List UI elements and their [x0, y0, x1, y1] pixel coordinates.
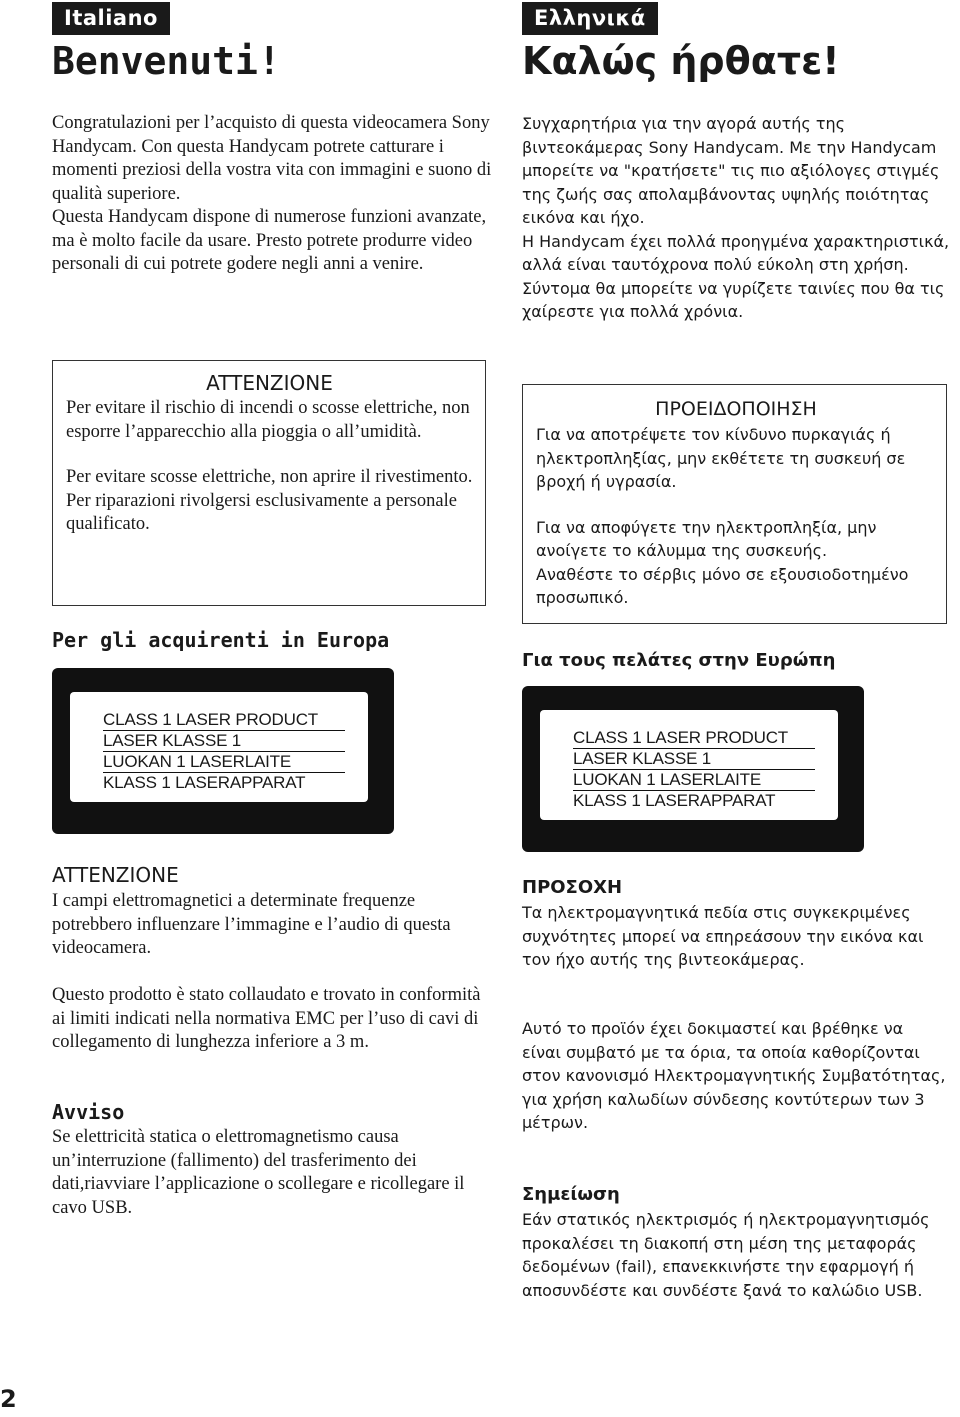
- warning-text-fire-greek: Για να αποτρέψετε τον κίνδυνο πυρκαγιάς ή ηλεκτροπληξίας, μην εκθέτετε τη συσκευή σε βροχή ή υγρασία.: [536, 425, 906, 491]
- warning-title: ATTENZIONE: [206, 371, 333, 395]
- warning-text-shock-greek: Για να αποφύγετε την ηλεκτροπληξία, μην ανοίγετε το κάλυμμα της συσκευής. Αναθέστε το σέρβις μόνο σε εξουσιοδοτημένο προσωπικό.: [536, 517, 909, 607]
- warning-text-shock: Per evitare scosse elettriche, non aprire il rivestimento. Per riparazioni rivolgersi esclusivamente a personale qualificato.: [66, 467, 473, 534]
- europe-heading-greek: Για τους πελάτες στην Ευρώπη: [522, 650, 836, 671]
- laser-class-label-greek: [522, 686, 864, 852]
- laser-line-3: LUOKAN 1 LASERLAITE: [573, 770, 815, 791]
- language-tab-italian: Italiano: [52, 2, 170, 35]
- attention-text-emc: Questo prodotto è stato collaudato e trovato in conformità ai limiti indicati nella normativa EMC per l’uso di cavi di collegamento di lunghezza inferiore a 3 m.: [52, 985, 481, 1052]
- notice-title-greek: Σημείωση: [522, 1184, 620, 1205]
- warning-title-greek: ΠΡΟΕΙΔΟΠΟΙΗΣΗ: [655, 398, 817, 420]
- page-number: 2: [0, 1385, 17, 1413]
- warning-box-greek: [522, 384, 947, 624]
- notice-title: Avviso: [52, 1100, 125, 1124]
- welcome-heading: Benvenuti!: [52, 39, 281, 83]
- laser-line-4: KLASS 1 LASERAPPARAT: [573, 791, 776, 810]
- laser-line-1: CLASS 1 LASER PRODUCT: [103, 710, 345, 731]
- attention-title-greek: ΠΡΟΣΟΧΗ: [522, 877, 623, 898]
- europe-heading: Per gli acquirenti in Europa: [52, 628, 390, 652]
- notice-text: Se elettricità statica o elettromagnetismo causa un’interruzione (fallimento) del trasferimento dei dati,riavviare l’applicazione o scollegare e ricollegare il cavo USB.: [52, 1127, 465, 1218]
- notice-text-greek: Εάν στατικός ηλεκτρισμός ή ηλεκτρομαγνητισμός προκαλέσει τη διακοπή στη μέση της μεταφοράς δεδομένων (fail), επανεκκινήστε την εφαρμογή ή αποσυνδέστε και συνδέστε ξανά το καλώδιο USB.: [522, 1210, 930, 1300]
- language-tab-greek: Ελληνικά: [522, 2, 658, 35]
- laser-label-panel: [70, 692, 368, 802]
- warning-box: [52, 360, 486, 606]
- laser-line-4: KLASS 1 LASERAPPARAT: [103, 773, 306, 792]
- laser-line-2: LASER KLASSE 1: [573, 749, 815, 770]
- attention-text-emc-greek: Αυτό το προϊόν έχει δοκιμαστεί και βρέθηκε να είναι συμβατό με τα όρια, τα οποία καθορίζονται στον κανονισμό Ηλεκτρομαγνητικής Συμβατότητας, για χρήση καλωδίων σύνδεσης κοντύτερων των 3 μέτρων.: [522, 1019, 946, 1132]
- warning-text-fire: Per evitare il rischio di incendi o scosse elettriche, non esporre l’apparecchio alla pioggia o all’umidità.: [66, 398, 470, 442]
- laser-class-label: [52, 668, 394, 834]
- attention-text-em-greek: Τα ηλεκτρομαγνητικά πεδία στις συγκεκριμένες συχνότητες μπορεί να επηρεάσουν την εικόνα και τον ήχο αυτής της βιντεοκάμερας.: [522, 903, 924, 969]
- attention-title: ATTENZIONE: [52, 863, 179, 887]
- attention-text-em: I campi elettromagnetici a determinate frequenze potrebbero influenzare l’immagine e l’audio di questa videocamera.: [52, 891, 451, 958]
- laser-line-1: CLASS 1 LASER PRODUCT: [573, 728, 815, 749]
- laser-line-2: LASER KLASSE 1: [103, 731, 345, 752]
- welcome-heading-greek: Καλώς ήρθατε!: [522, 39, 840, 83]
- intro-paragraph: Congratulazioni per l’acquisto di questa videocamera Sony Handycam. Con questa Handycam potrete catturare i momenti preziosi della vostra vita con immagini e suono di qualità superiore. Questa Handycam dispone di numerose funzioni avanzate, ma è molto facile da usare. Presto potrete produrre video personali di cui potrete godere negli anni a venire.: [52, 113, 492, 274]
- laser-line-3: LUOKAN 1 LASERLAITE: [103, 752, 345, 773]
- intro-paragraph-greek: Συγχαρητήρια για την αγορά αυτής της βιντεοκάμερας Sony Handycam. Με την Handycam μπορείτε να "κρατήσετε" τις πιο αξιόλογες στιγμές της ζωής σας απολαμβάνοντας υψηλής ποιότητας εικόνα και ήχο. Η Handycam έχει πολλά προηγμένα χαρακτηριστικά, αλλά είναι ταυτόχρονα πολύ εύκολη στη χρήση. Σύντομα θα μπορείτε να γυρίζετε ταινίες που θα τις χαίρεστε για πολλά χρόνια.: [522, 114, 950, 321]
- laser-label-panel-greek: [540, 710, 838, 820]
